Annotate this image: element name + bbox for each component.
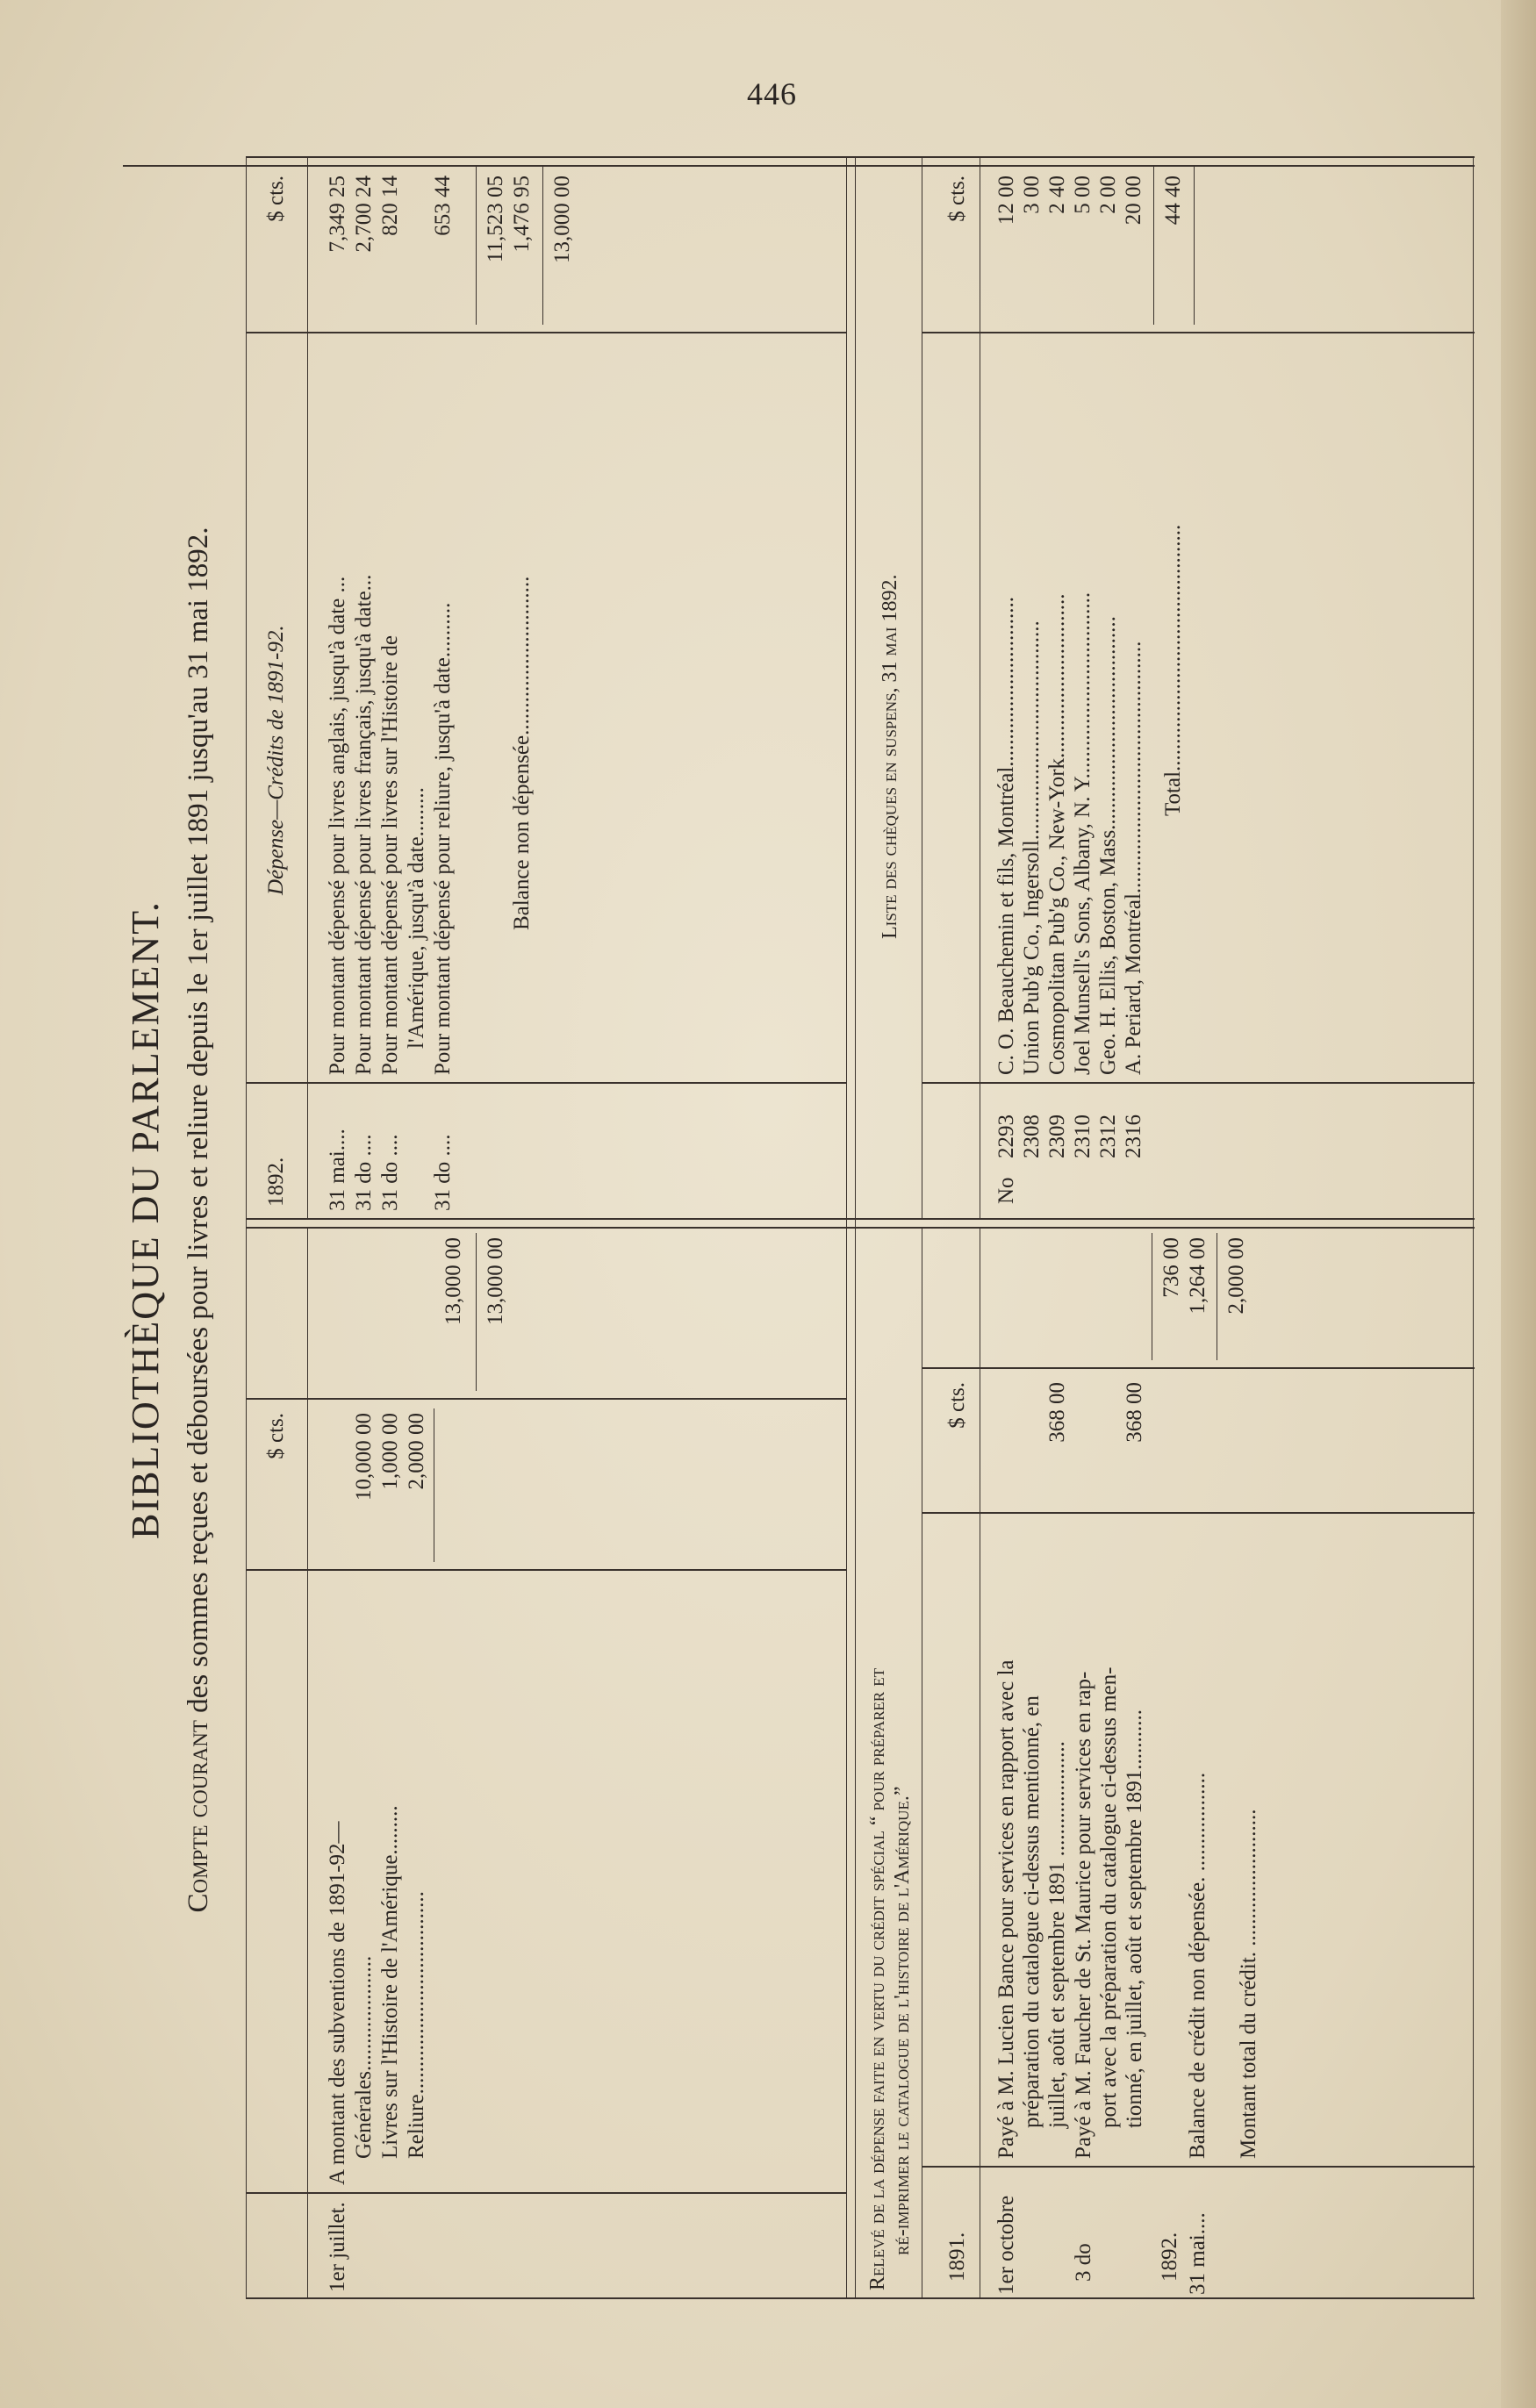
account-heading (183, 140, 215, 2299)
cheque-number: 2310 (1071, 1114, 1095, 1158)
special-credit-item-amount: 368 00 (1123, 1382, 1146, 1443)
expenditure-item-date: 31 do .... (352, 1134, 376, 1211)
receipt-item-label: Reliure..................................... (405, 1891, 428, 2159)
expenditure-balance-label: Balance non dépensée............................. (510, 576, 534, 930)
rule (922, 1082, 1475, 1084)
rule (246, 1218, 1475, 1220)
expenditure-item-amount: 7,349 25 (326, 176, 349, 253)
rule (246, 1082, 846, 1084)
cheques-title: Liste des chèques en suspens, 31 mai 1892. (879, 574, 901, 939)
expenditure-subtotal: 11,523 05 (484, 176, 507, 263)
special-credit-title-line2: ré-imprimer le catalogue de l'histoire de l'Amérique.” (891, 1786, 914, 2255)
account-heading-label: Compte courant (183, 1720, 214, 1913)
cheque-payee: Cosmopolitan Pub'g Co., New-York.............................. (1045, 593, 1069, 1075)
cheque-payee: C. O. Beauchemin et fils, Montréal............................... (994, 596, 1018, 1075)
rule (246, 2297, 1475, 2299)
rotated-page-content (105, 140, 1510, 2299)
expenditure-item-amount: 2,700 24 (352, 176, 376, 253)
cheque-amount: 20 00 (1122, 176, 1145, 226)
rule (476, 167, 477, 325)
expenditure-item-date: 31 do .... (431, 1134, 455, 1211)
expenditure-section-title: Dépense—Crédits de 1891-92. (264, 625, 288, 895)
special-credit-total-label: Montant total du crédit. ......................... (1237, 1809, 1260, 2159)
receipts-total: 13,000 00 (484, 1237, 507, 1325)
special-credit-item-line: Payé à M. Faucher de St. Maurice pour services en rap- (1072, 1671, 1095, 2159)
library-heading: BIBLIOTHÈQUE DU PARLEMENT. (124, 900, 167, 1539)
special-credit-item-date: 3 do (1072, 2243, 1095, 2282)
receipt-item-amount: 10,000 00 (352, 1413, 376, 1501)
cheque-amount: 5 00 (1071, 176, 1095, 214)
rule (246, 156, 1475, 158)
cheques-total-label: Total............................................. (1161, 524, 1185, 816)
cheques-no-label: No (994, 1177, 1018, 1204)
page-number: 446 (747, 76, 797, 111)
special-credit-balance-date: 31 mai.... (1186, 2212, 1209, 2295)
receipt-item-label: Livres sur l'Histoire de l'Amérique......... (378, 1805, 402, 2159)
account-heading-title: des sommes reçues et déboursées pour livres et reliure depuis le 1er juillet 1891 jusqu'au 31 mai 1892. (183, 527, 214, 1713)
special-credit-year2: 1892. (1158, 2232, 1181, 2282)
special-credit-item-line: préparation du catalogue ci-dessus mentionné, en (1020, 1695, 1044, 2128)
expenditure-currency-header: $ cts. (264, 176, 288, 222)
special-credit-item-line: tionné, en juillet, août et septembre 1891........... (1123, 1709, 1146, 2128)
receipts-subtotal: 13,000 00 (441, 1237, 465, 1325)
cheque-number: 2309 (1045, 1114, 1069, 1158)
cheque-payee: A. Periard, Montréal.............................................. (1122, 641, 1145, 1075)
cheque-payee: Union Pub'g Co., Ingersoll........................................ (1020, 620, 1044, 1075)
special-credit-balance: 1,264 00 (1186, 1237, 1209, 1315)
cheques-currency-header: $ cts. (945, 176, 969, 222)
cheque-number: 2293 (994, 1114, 1018, 1158)
expenditure-item-amount: 653 44 (431, 176, 455, 236)
rule (246, 2192, 846, 2194)
expenditure-item-date: 31 do .... (378, 1134, 402, 1211)
rule (1194, 167, 1195, 325)
cheque-payee: Joel Munsell's Sons, Albany, N. Y.................................. (1071, 591, 1095, 1075)
expenditure-year: 1892. (264, 1157, 288, 1207)
rule (922, 1512, 1475, 1514)
rule (307, 1229, 308, 2299)
expenditure-item-label: Pour montant dépensé pour reliure, jusqu'à date.......... (431, 602, 455, 1075)
rule (307, 158, 308, 1220)
rule (246, 1398, 846, 1400)
cheque-number: 2316 (1122, 1114, 1145, 1158)
expenditure-item-amount: 820 14 (378, 176, 402, 236)
cheque-payee: Geo. H. Ellis, Boston, Mass....................................... (1096, 616, 1120, 1075)
receipt-item-amount: 1,000 00 (378, 1413, 402, 1490)
rule (246, 1569, 846, 1571)
special-credit-year: 1891. (945, 2232, 969, 2282)
receipts-currency-header: $ cts. (264, 1413, 288, 1459)
special-credit-item-line: Payé à M. Lucien Bance pour services en rapport avec la (994, 1659, 1018, 2159)
cheque-amount: 2 40 (1045, 176, 1069, 214)
expenditure-balance: 1,476 95 (510, 176, 534, 253)
rule (542, 167, 543, 325)
special-credit-item-line: juillet, août et septembre 1891 ..................... (1045, 1741, 1069, 2128)
cheque-number: 2312 (1096, 1114, 1120, 1158)
receipt-item-label: Générales..................... (352, 1955, 376, 2159)
special-credit-currency-header: $ cts. (945, 1382, 969, 1429)
cheque-amount: 12 00 (994, 176, 1018, 226)
rule (1153, 167, 1154, 325)
cheque-amount: 3 00 (1020, 176, 1044, 214)
special-credit-item-amount: 368 00 (1045, 1382, 1069, 1443)
special-credit-subtotal: 736 00 (1159, 1237, 1183, 1298)
special-credit-title-line1: Relevé de la dépense faite en vertu du crédit spécial “ pour préparer et (866, 1667, 889, 2290)
expenditure-item-date: 31 mai.... (326, 1129, 349, 1211)
rule (922, 2166, 1475, 2168)
special-credit-item-date: 1er octobre (994, 2195, 1018, 2295)
cheque-amount: 2 00 (1096, 176, 1120, 214)
receipt-item-amount: 2,000 00 (405, 1413, 428, 1490)
special-credit-item-line: port avec la préparation du catalogue ci-dessus men- (1097, 1666, 1121, 2128)
special-credit-balance-label: Balance de crédit non dépensée. .................. (1186, 1772, 1209, 2159)
expenditure-item-label: Pour montant dépensé pour livres sur l'Histoire de (378, 635, 402, 1075)
special-credit-total: 2,000 00 (1224, 1237, 1248, 1315)
account-table (246, 140, 1475, 2299)
cheque-number: 2308 (1020, 1114, 1044, 1158)
receipts-date: 1er juillet. (326, 2202, 349, 2292)
expenditure-item-label: Pour montant dépensé pour livres anglais, jusqu'à date ... (326, 576, 349, 1075)
expenditure-total: 13,000 00 (550, 176, 574, 263)
expenditure-item-label-continued: l'Amérique, jusqu'à date......... (405, 787, 428, 1049)
expenditure-item-label: Pour montant dépensé pour livres français, jusqu'à date... (352, 574, 376, 1075)
rule (476, 1233, 477, 1391)
cheques-total: 44 40 (1161, 176, 1185, 226)
receipts-intro: A montant des subventions de 1891-92— (326, 1821, 349, 2185)
rule (246, 1227, 1475, 1229)
